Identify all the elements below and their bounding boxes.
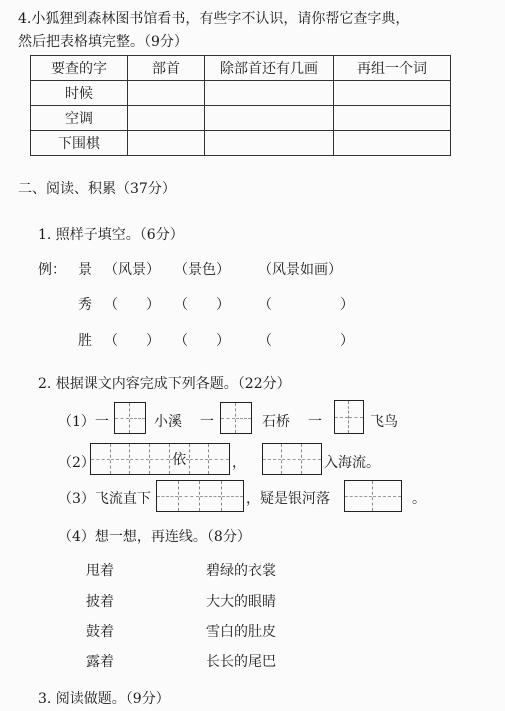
match-left-item[interactable]: 披着 (86, 594, 114, 610)
p1-label: （1）一 (58, 414, 109, 430)
tian-grid-box[interactable] (334, 400, 364, 434)
paren-close: ） (340, 297, 354, 313)
example-label: 例： (38, 262, 66, 278)
paren-open: （ (258, 333, 272, 349)
answer-cell[interactable] (334, 131, 451, 156)
answer-cell[interactable] (205, 131, 334, 156)
poem-grid-box[interactable] (90, 443, 230, 475)
fill-char: 胜 (78, 333, 92, 349)
p4-title: （4）想一想，再连线。（8分） (58, 529, 251, 545)
match-left-item[interactable]: 鼓着 (86, 624, 114, 640)
tian-grid-box[interactable] (114, 402, 146, 434)
example-word-2: （景色） (174, 262, 230, 278)
paren-open: （ (258, 297, 272, 313)
example-char: 景 (78, 262, 92, 278)
poem-grid-box[interactable] (344, 480, 402, 512)
paren-close: ） (216, 297, 230, 313)
q4-line2: 然后把表格填完整。（9分） (18, 34, 188, 50)
given-char: 依 (172, 452, 187, 468)
poem-grid-box[interactable] (156, 480, 244, 512)
answer-cell[interactable] (128, 131, 205, 156)
match-left-item[interactable]: 甩着 (86, 563, 114, 579)
paren-close: ） (146, 297, 160, 313)
q4-line1: 4.小狐狸到森林图书馆看书，有些字不认识，请你帮它查字典， (18, 11, 410, 27)
p1-word: 飞鸟 (370, 414, 398, 430)
comma: ， (232, 455, 246, 471)
answer-cell[interactable] (205, 106, 334, 131)
answer-cell[interactable] (334, 106, 451, 131)
p1-word: 小溪 (154, 414, 182, 430)
fill-char: 秀 (78, 297, 92, 313)
table-cell-char: 下围棋 (31, 131, 128, 156)
table-row (31, 106, 451, 131)
match-left-item[interactable]: 露着 (86, 654, 114, 670)
example-word-1: （风景） (104, 262, 160, 278)
s1-title: 1. 照样子填空。（6分） (38, 227, 184, 243)
p3-mid: ，疑是银河落 (246, 491, 330, 507)
p2-end: 入海流。 (324, 455, 380, 471)
example-word-3: （风景如画） (258, 262, 342, 278)
answer-cell[interactable] (334, 81, 451, 106)
match-right-item[interactable]: 雪白的肚皮 (206, 624, 276, 640)
s2-title: 2. 根据课文内容完成下列各题。（22分） (38, 376, 291, 392)
paren-open: （ (174, 333, 188, 349)
p3-end: 。 (412, 491, 426, 507)
lookup-table (30, 55, 451, 156)
section-title: 二、阅读、积累（37分） (18, 181, 176, 197)
paren-open: （ (104, 297, 118, 313)
s3-title: 3. 阅读做题。（9分） (38, 691, 170, 707)
paren-open: （ (104, 333, 118, 349)
table-row (31, 81, 451, 106)
p1-word: 石桥 (262, 414, 290, 430)
p1-dash: 一 (200, 414, 214, 430)
p3-label: （3）飞流直下 (58, 491, 151, 507)
match-right-item[interactable]: 大大的眼睛 (206, 594, 276, 610)
table-row (31, 131, 451, 156)
table-cell-char: 时候 (31, 81, 128, 106)
table-header: 除部首还有几画 (205, 56, 334, 81)
answer-cell[interactable] (128, 81, 205, 106)
table-header: 要查的字 (31, 56, 128, 81)
paren-close: ） (340, 333, 354, 349)
match-right-item[interactable]: 长长的尾巴 (206, 654, 276, 670)
paren-open: （ (174, 297, 188, 313)
table-header: 部首 (128, 56, 205, 81)
paren-close: ） (216, 333, 230, 349)
p2-label: （2） (58, 455, 95, 471)
match-right-item[interactable]: 碧绿的衣裳 (206, 563, 276, 579)
paren-close: ） (146, 333, 160, 349)
answer-cell[interactable] (128, 106, 205, 131)
table-cell-char: 空调 (31, 106, 128, 131)
tian-grid-box[interactable] (220, 402, 252, 434)
poem-grid-box[interactable] (262, 443, 322, 475)
table-header-row (31, 56, 451, 81)
p1-dash: 一 (308, 414, 322, 430)
table-header: 再组一个词 (334, 56, 451, 81)
answer-cell[interactable] (205, 81, 334, 106)
